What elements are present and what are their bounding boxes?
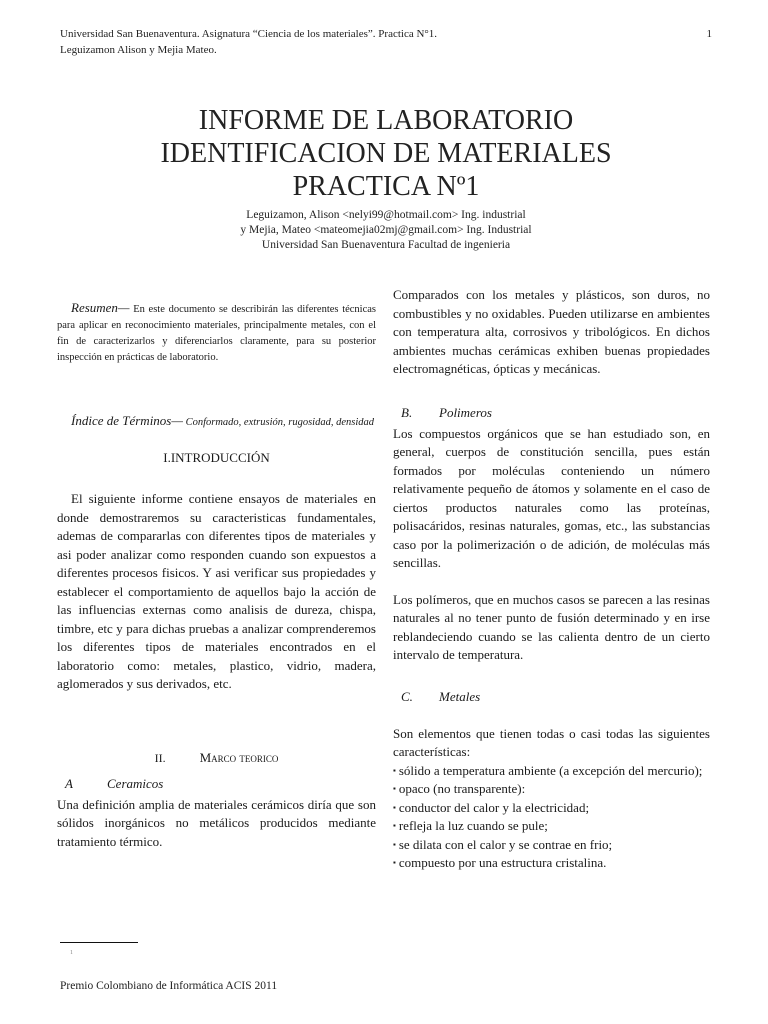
list-item: ▪ se dilata con el calor y se contrae en frio; — [393, 836, 613, 852]
bullet-square-icon: ▪ — [393, 784, 396, 793]
list-item: ▪ sólido a temperatura ambiente (a excepción del mercurio); — [393, 762, 703, 778]
author-block — [60, 208, 712, 253]
running-header-line2: Leguizamon Alison y Mejia Mateo. — [60, 44, 217, 56]
abstract — [57, 300, 376, 366]
section-heading-introduction: I.INTRODUCCIÓN — [163, 450, 270, 465]
author-line-1: Leguizamon, Alison <nelyi99@hotmail.com> Ing. industrial — [246, 209, 526, 221]
abstract-label: Resumen— — [71, 300, 130, 315]
section-heading-marco-teorico — [57, 750, 376, 766]
bullet-square-icon: ▪ — [393, 821, 396, 830]
index-terms — [57, 412, 376, 432]
subsection-heading-polimeros — [393, 405, 710, 421]
bullet-square-icon: ▪ — [393, 765, 396, 775]
page-number: 1 — [706, 28, 712, 40]
author-line-2: y Mejia, Mateo <mateomejia02mj@gmail.com> Ing. Industrial — [240, 224, 532, 236]
list-item: ▪ compuesto por una estructura cristalina. — [393, 855, 607, 870]
running-header — [60, 26, 712, 58]
index-terms-label: Índice de Términos— — [71, 413, 183, 428]
subsection-title: Ceramicos — [107, 775, 164, 791]
list-item: ▪ opaco (no transparente): — [393, 781, 526, 796]
running-header-line1: Universidad San Buenaventura. Asignatura “Ciencia de los materiales”. Practica N°1. — [60, 28, 438, 40]
page-footer: Premio Colombiano de Informática ACIS 2011 — [60, 980, 278, 992]
ceramicos-paragraph-continued: Comparados con los metales y plásticos, son duros, no combustibles y no oxidables. Pueden utilizarse en ambientes con temperatura alta, corrosivos y tribológicos. En dichos ambientes muchas cerámicas exhiben buenas propiedades electromagnéticas, ópticas y mecánicas. — [393, 287, 710, 376]
bullet-square-icon: ▪ — [393, 802, 396, 812]
subsection-heading-ceramicos — [57, 776, 376, 792]
bullet-square-icon: ▪ — [393, 858, 396, 867]
abstract-text: En este documento se describirán las diferentes técnicas para aplicar en reconocimiento materiales, principalmente metales, con el fin de caracterizarlos y diferenciarlos claramente, para su posterior inspección en prácticas de laboratorio. — [57, 304, 376, 363]
introduction-paragraph: El siguiente informe contiene ensayos de materiales en donde demostraremos su caracteristicas fundamentales, ademas de compararlas con diferentes tipos de materiales y asi poder analizar como responden cuando son expuestos a diferentes procesos fisicos. Y asi verificar sus propiedades y establecer el comportamiento de aquellos bajo la acción de las influencias externas como analisis de dureza, chispa, timbre, etc y para dichas pruebas a analizar comprenderemos los diferentes tipos de materiales encontrados en el laboratorio como: metales, plastico, vidrio, madera, aglomerados y sus derivados, etc. — [57, 491, 376, 691]
subsection-heading-metales — [393, 689, 710, 705]
subsection-title: Metales — [439, 688, 481, 704]
title-line-3: PRACTICA Nº1 — [292, 171, 480, 202]
left-column — [57, 300, 376, 851]
footnote-separator — [60, 942, 138, 943]
list-item: ▪ conductor del calor y la electricidad; — [393, 799, 590, 815]
polimeros-paragraph-1: Los compuestos orgánicos que se han estudiado son, en general, cuerpos de constitución sencilla, pues están formados por moléculas conteniendo un número relativamente pequeño de átomos y solamente en el caso de ciertos productos naturales como las proteínas, polisacáridos, resinas naturales, gomas, etc., las substancias caso por la polimerización o de adición, de moléculas más sencillas. — [393, 425, 710, 570]
ceramicos-paragraph-start: Una definición amplia de materiales cerámicos diría que son sólidos inorgánicos no metálicos producidos mediante tratamiento térmico. — [57, 796, 376, 849]
subsection-letter: A — [65, 775, 73, 791]
title-line-2: IDENTIFICACION DE MATERIALES — [160, 138, 612, 169]
index-terms-text: Conformado, extrusión, rugosidad, densidad — [182, 417, 374, 428]
metales-intro: Son elementos que tienen todas o casi todas las siguientes características: — [393, 725, 710, 759]
metales-characteristics-list — [393, 762, 710, 873]
right-column — [393, 286, 710, 873]
paper-title — [60, 104, 712, 203]
polimeros-paragraph-2: Los polímeros, que en muchos casos se parecen a las resinas naturales al no tener punto de fusión determinado y en irse reblandeciendo cuando se las calienta dentro de un cierto intervalo de temperatura. — [393, 591, 710, 662]
section-number: II. — [154, 750, 166, 765]
footnote-marker: 1 — [70, 950, 73, 956]
list-item: ▪ refleja la luz cuando se pule; — [393, 818, 548, 833]
subsection-letter: B. — [401, 404, 413, 420]
subsection-title: Polimeros — [439, 404, 492, 420]
title-line-1: INFORME DE LABORATORIO — [198, 105, 574, 136]
bullet-square-icon: ▪ — [393, 839, 396, 849]
subsection-letter: C. — [401, 688, 413, 704]
section-title: Marco teorico — [199, 749, 279, 765]
affiliation: Universidad San Buenaventura Facultad de ingenieria — [261, 239, 511, 251]
